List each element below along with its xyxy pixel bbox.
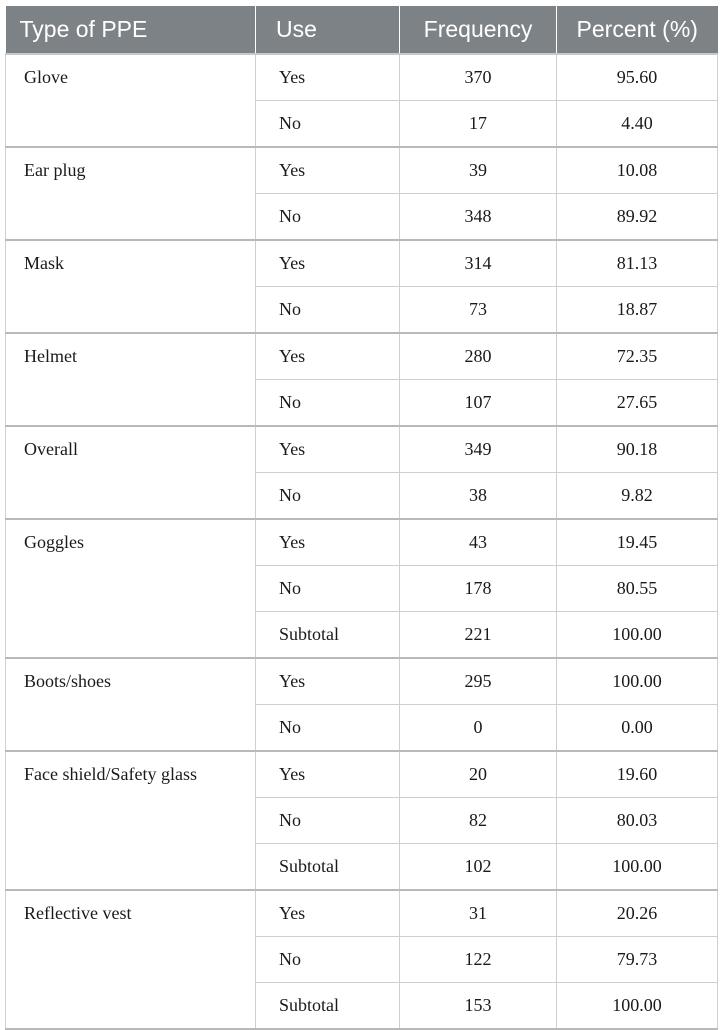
- percent-cell: 100.00: [557, 658, 718, 705]
- percent-cell: 9.82: [557, 473, 718, 520]
- table-body: [6, 54, 718, 1029]
- percent-cell: 72.35: [557, 333, 718, 380]
- frequency-cell: 0: [400, 705, 557, 752]
- table-row: [6, 890, 718, 937]
- use-cell: Yes: [256, 519, 400, 566]
- use-cell: Yes: [256, 54, 400, 101]
- table-row: [6, 333, 718, 380]
- ppe-type-cell: Reflective vest: [6, 890, 256, 1029]
- percent-cell: 89.92: [557, 194, 718, 241]
- table-row: [6, 658, 718, 705]
- use-cell: Yes: [256, 890, 400, 937]
- frequency-cell: 178: [400, 566, 557, 612]
- use-cell: No: [256, 287, 400, 334]
- use-cell: No: [256, 380, 400, 427]
- use-cell: Yes: [256, 333, 400, 380]
- frequency-cell: 20: [400, 751, 557, 798]
- percent-cell: 18.87: [557, 287, 718, 334]
- percent-cell: 90.18: [557, 426, 718, 473]
- percent-cell: 0.00: [557, 705, 718, 752]
- use-cell: Yes: [256, 147, 400, 194]
- frequency-cell: 82: [400, 798, 557, 844]
- table-row: [6, 147, 718, 194]
- frequency-cell: 349: [400, 426, 557, 473]
- percent-cell: 19.60: [557, 751, 718, 798]
- use-cell: Yes: [256, 426, 400, 473]
- use-cell: Yes: [256, 751, 400, 798]
- percent-cell: 81.13: [557, 240, 718, 287]
- ppe-type-cell: Glove: [6, 54, 256, 147]
- ppe-usage-table: [5, 6, 718, 1030]
- percent-cell: 100.00: [557, 844, 718, 891]
- percent-cell: 95.60: [557, 54, 718, 101]
- use-cell: Yes: [256, 658, 400, 705]
- use-cell: No: [256, 473, 400, 520]
- percent-cell: 19.45: [557, 519, 718, 566]
- percent-cell: 100.00: [557, 612, 718, 659]
- header-percent: Percent (%): [557, 6, 718, 54]
- percent-cell: 80.55: [557, 566, 718, 612]
- percent-cell: 80.03: [557, 798, 718, 844]
- ppe-type-cell: Mask: [6, 240, 256, 333]
- ppe-type-cell: Face shield/Safety glass: [6, 751, 256, 890]
- ppe-type-cell: Overall: [6, 426, 256, 519]
- percent-cell: 79.73: [557, 937, 718, 983]
- table-row: [6, 54, 718, 101]
- use-cell: Subtotal: [256, 612, 400, 659]
- table-row: [6, 240, 718, 287]
- percent-cell: 100.00: [557, 983, 718, 1030]
- header-type-of-ppe: Type of PPE: [6, 6, 256, 54]
- use-cell: No: [256, 705, 400, 752]
- table-header: [6, 6, 718, 54]
- ppe-type-cell: Goggles: [6, 519, 256, 658]
- percent-cell: 4.40: [557, 101, 718, 148]
- frequency-cell: 153: [400, 983, 557, 1030]
- use-cell: No: [256, 101, 400, 148]
- percent-cell: 10.08: [557, 147, 718, 194]
- frequency-cell: 107: [400, 380, 557, 427]
- frequency-cell: 280: [400, 333, 557, 380]
- frequency-cell: 38: [400, 473, 557, 520]
- header-row: [6, 6, 718, 54]
- header-frequency: Frequency: [400, 6, 557, 54]
- table-row: [6, 751, 718, 798]
- use-cell: No: [256, 798, 400, 844]
- frequency-cell: 39: [400, 147, 557, 194]
- frequency-cell: 31: [400, 890, 557, 937]
- ppe-type-cell: Helmet: [6, 333, 256, 426]
- header-use: Use: [256, 6, 400, 54]
- table-row: [6, 426, 718, 473]
- frequency-cell: 43: [400, 519, 557, 566]
- frequency-cell: 17: [400, 101, 557, 148]
- table-row: [6, 519, 718, 566]
- ppe-type-cell: Boots/shoes: [6, 658, 256, 751]
- use-cell: No: [256, 937, 400, 983]
- percent-cell: 27.65: [557, 380, 718, 427]
- use-cell: Subtotal: [256, 983, 400, 1030]
- frequency-cell: 221: [400, 612, 557, 659]
- use-cell: Subtotal: [256, 844, 400, 891]
- frequency-cell: 73: [400, 287, 557, 334]
- use-cell: No: [256, 566, 400, 612]
- frequency-cell: 348: [400, 194, 557, 241]
- frequency-cell: 122: [400, 937, 557, 983]
- frequency-cell: 102: [400, 844, 557, 891]
- ppe-type-cell: Ear plug: [6, 147, 256, 240]
- use-cell: Yes: [256, 240, 400, 287]
- frequency-cell: 370: [400, 54, 557, 101]
- use-cell: No: [256, 194, 400, 241]
- frequency-cell: 295: [400, 658, 557, 705]
- percent-cell: 20.26: [557, 890, 718, 937]
- frequency-cell: 314: [400, 240, 557, 287]
